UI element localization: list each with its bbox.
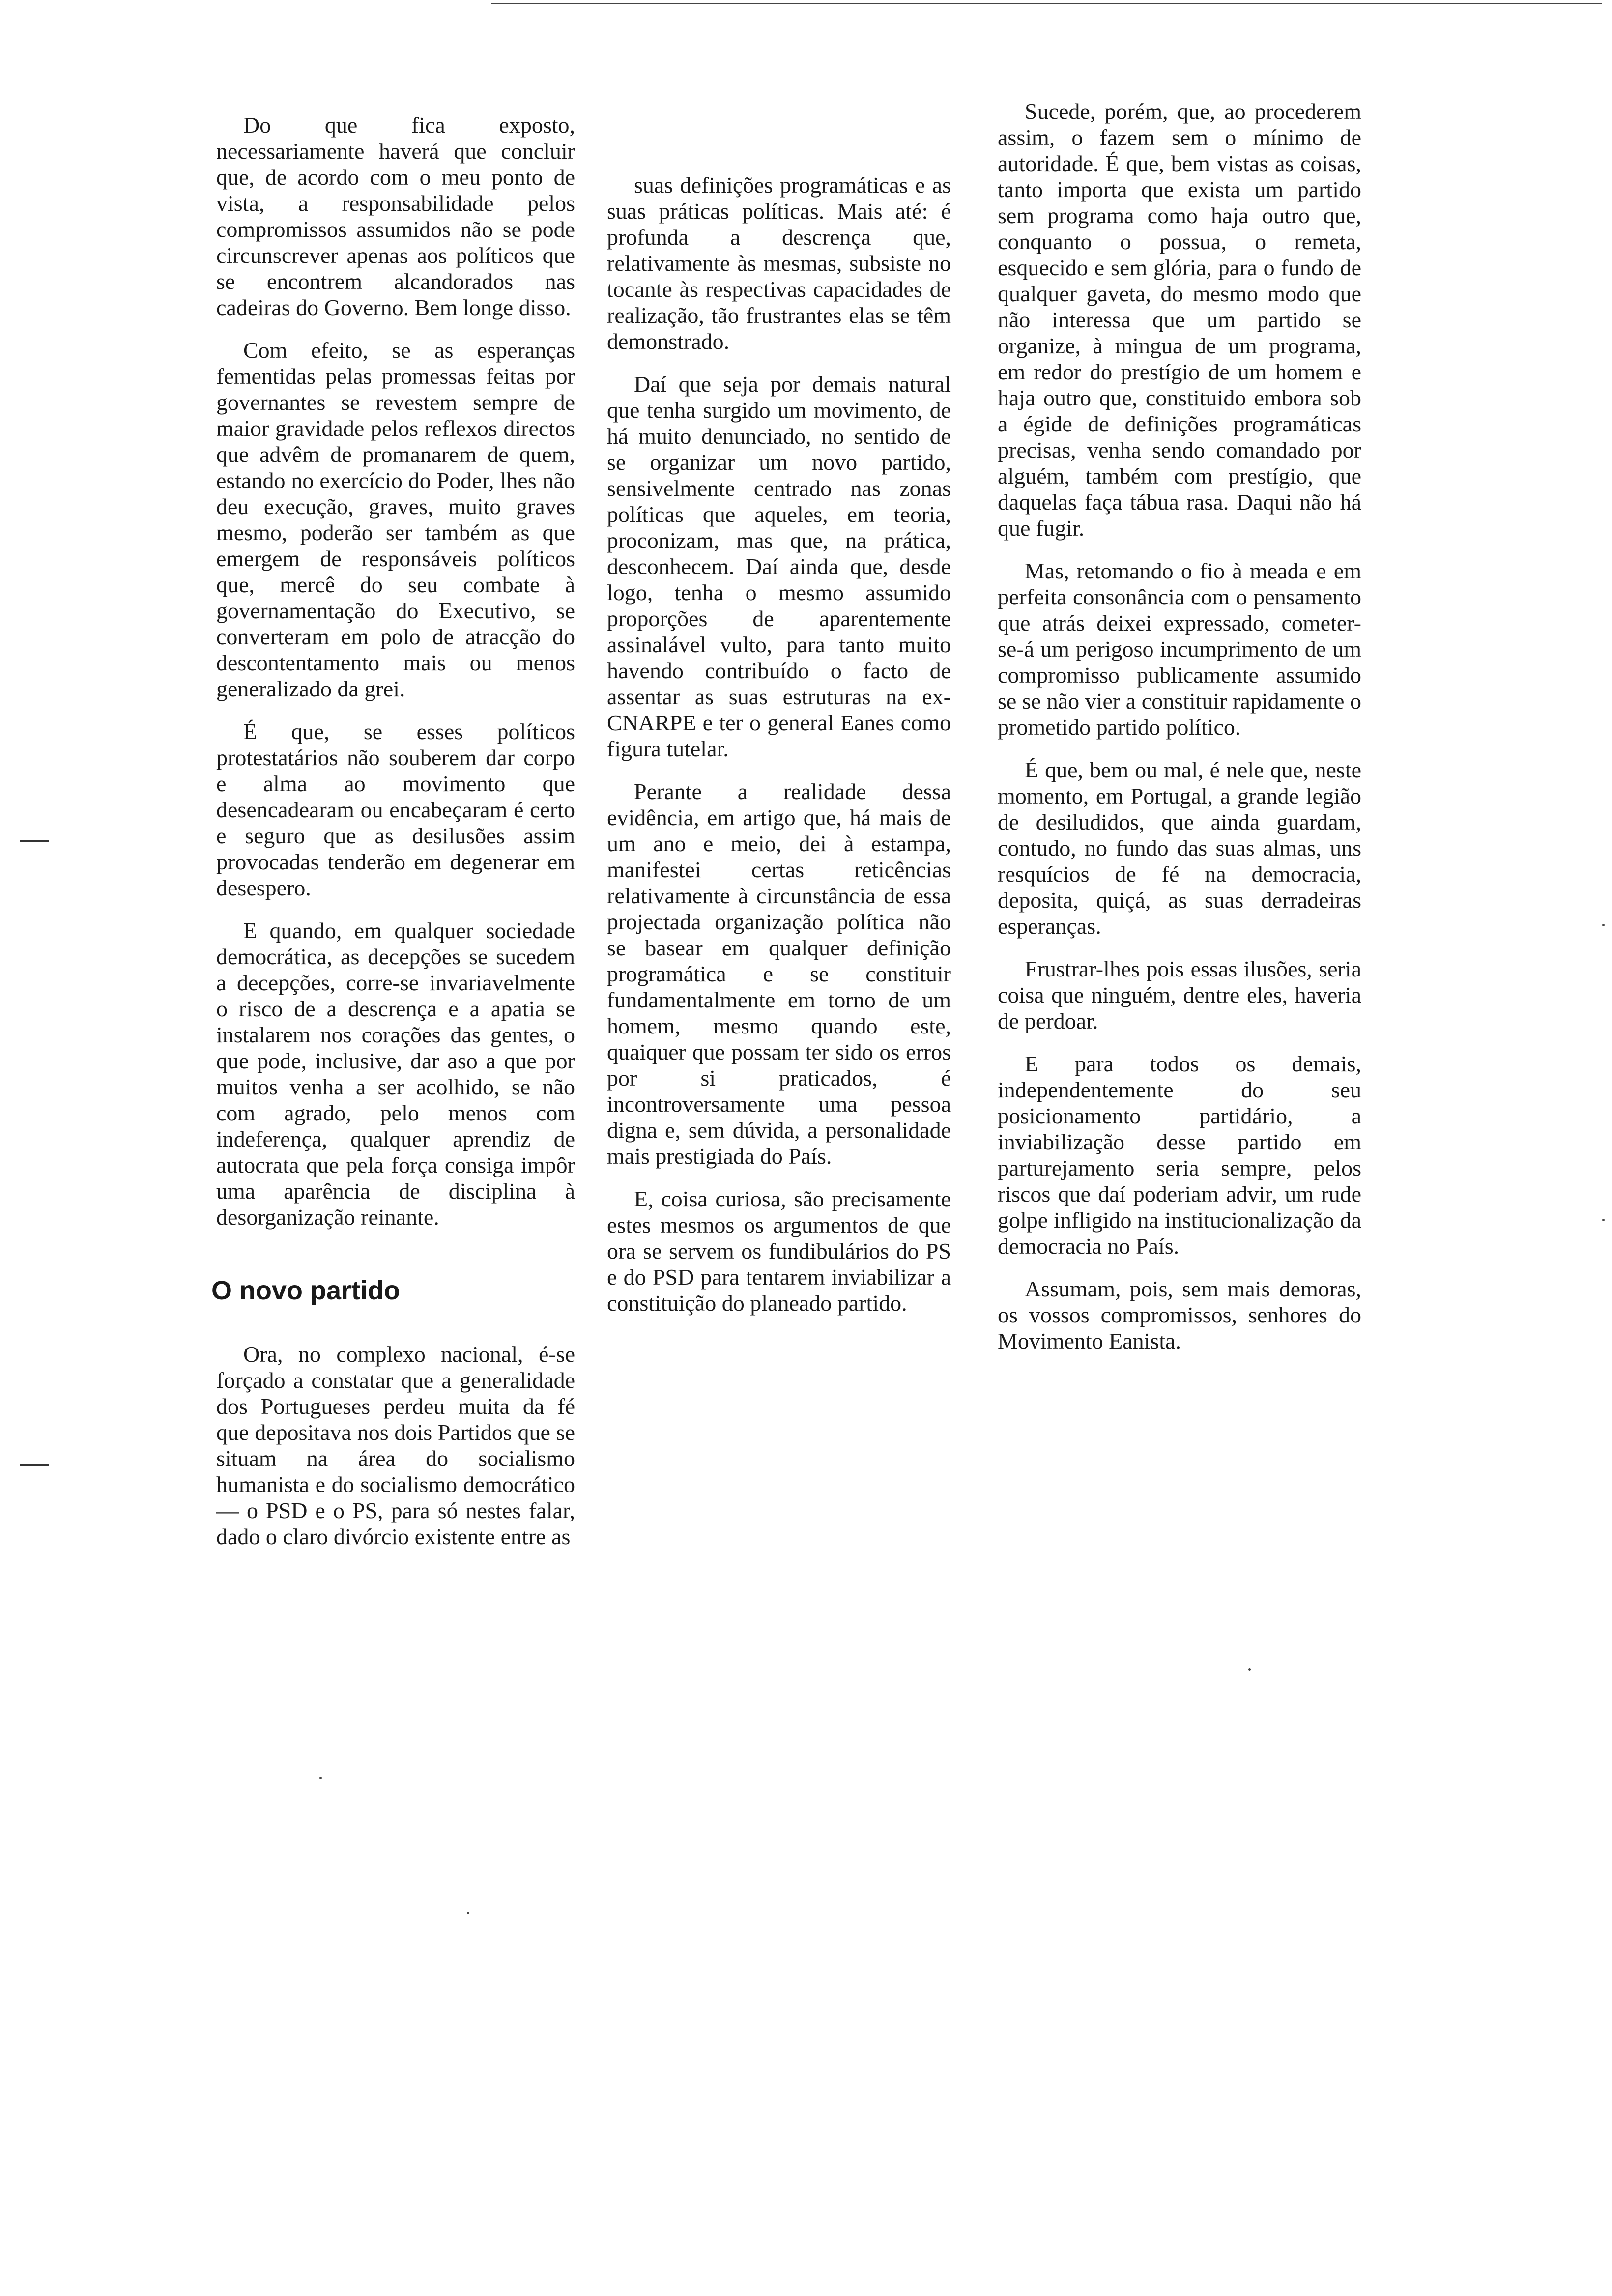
- paragraph: Daí que seja por demais natural que tenha surgido um movimento, de há muito denunciado, no sentido de se organizar um novo partido, sensivelmente centrado nas zonas políticas que aqueles, em teoria, proconizam, mas que, na prática, desconhecem. Daí ainda que, desde logo, tenha o mesmo assumido proporções de aparentemente assinalável vulto, para tanto muito havendo contribuído o facto de assentar as suas estruturas na ex-CNARPE e ter o general Eanes como figura tutelar.: [607, 372, 951, 761]
- paragraph: É que, bem ou mal, é nele que, neste momento, em Portugal, a grande legião de desiludidos, que ainda guardam, contudo, no fundo das suas almas, uns resquícios de fé na democracia, deposita, quiçá, as suas derradeiras esperanças.: [998, 757, 1361, 939]
- paragraph: Do que fica exposto, necessariamente haverá que concluir que, de acordo com o meu ponto de vista, a responsabilidade pelos compromissos assumidos não se pode circunscrever apenas aos políticos que se encontrem alcandorados nas cadeiras do Governo. Bem longe disso.: [216, 113, 575, 320]
- column-3: [998, 98, 1361, 1371]
- margin-mark: [20, 840, 49, 842]
- scan-top-rule: [491, 3, 1602, 4]
- column-2: [607, 172, 951, 1333]
- paragraph: Assumam, pois, sem mais demoras, os vossos compromissos, senhores do Movimento Eanista.: [998, 1276, 1361, 1353]
- paragraph: Ora, no complexo nacional, é-se forçado a constatar que a generalidade dos Portugueses perdeu muita da fé que depositava nos dois Partidos que se situam na área do socialismo humanista e do socialismo democrático — o PSD e o PS, para só nestes falar, dado o claro divórcio existente entre as: [216, 1342, 575, 1549]
- paragraph: E, coisa curiosa, são precisamente estes mesmos os argumentos de que ora se servem os fundibulários do PS e do PSD para tentarem inviabilizar a constituição do planeado partido.: [607, 1186, 951, 1316]
- scan-speck: [1248, 1668, 1251, 1671]
- scan-speck: [319, 1777, 322, 1779]
- section-heading: O novo partido: [211, 1276, 400, 1305]
- paragraph: E para todos os demais, independentemente do seu posicionamento partidário, a inviabilização desse partido em parturejamento seria sempre, pelos riscos que daí poderiam advir, um rude golpe infligido na institucionalização da democracia no País.: [998, 1051, 1361, 1259]
- paragraph: Com efeito, se as esperanças fementidas pelas promessas feitas por governantes se revestem sempre de maior gravidade pelos reflexos directos que advêm de promanarem de quem, estando no exercício do Poder, lhes não deu execução, graves, muito graves mesmo, poderão ser também as que emergem de responsáveis políticos que, mercê do seu combate à governamentação do Executivo, se converteram em polo de atracção do descontentamento mais ou menos generalizado da grei.: [216, 338, 575, 701]
- scan-speck: [467, 1912, 469, 1914]
- paragraph: suas definições programáticas e as suas práticas políticas. Mais até: é profunda a descrença que, relativamente às mesmas, subsiste no tocante às respectivas capacidades de realização, tão frustrantes elas se têm demonstrado.: [607, 172, 951, 354]
- scan-speck: [1602, 924, 1605, 926]
- margin-mark: [20, 1464, 49, 1466]
- column-1: [211, 112, 575, 1566]
- paragraph: Perante a realidade dessa evidência, em artigo que, há mais de um ano e meio, dei à estampa, manifestei certas reticências relativamente à circunstância de essa projectada organização política não se basear em qualquer definição programática e se constituir fundamentalmente em torno de um homem, mesmo quando este, quaiquer que possam ter sido os erros por si praticados, é incontroversamente uma pessoa digna e, sem dúvida, a personalidade mais prestigiada do País.: [607, 779, 951, 1169]
- paragraph: Frustrar-lhes pois essas ilusões, seria coisa que ninguém, dentre eles, haveria de perdoar.: [998, 956, 1361, 1033]
- paragraph: Sucede, porém, que, ao procederem assim, o fazem sem o mínimo de autoridade. É que, bem vistas as coisas, tanto importa que exista um partido sem programa como haja outro que, conquanto o possua, o remeta, esquecido e sem glória, para o fundo de qualquer gaveta, do mesmo modo que não interessa que um partido se organize, à mingua de um programa, em redor do prestígio de um homem e haja outro que, constituido embora sob a égide de definições programáticas precisas, venha sendo comandado por alguém, também com prestígio, que daquelas faça tábua rasa. Daqui não há que fugir.: [998, 99, 1361, 541]
- paragraph: Mas, retomando o fio à meada e em perfeita consonância com o pensamento que atrás deixei expressado, cometer-se-á um perigoso incumprimento de um compromisso publicamente assumido se se não vier a constituir rapidamente o prometido partido político.: [998, 558, 1361, 740]
- scan-speck: [1602, 1219, 1605, 1221]
- paragraph: É que, se esses políticos protestatários não souberem dar corpo e alma ao movimento que desencadearam ou encabeçaram é certo e seguro que as desilusões assim provocadas tenderão em degenerar em desespero.: [216, 719, 575, 900]
- paragraph: E quando, em qualquer sociedade democrática, as decepções se sucedem a decepções, corre-se invariavelmente o risco de a descrença e a apatia se instalarem nos corações das gentes, o que pode, inclusive, dar aso a que por muitos venha a ser acolhido, se não com agrado, pelo menos com indeferença, qualquer aprendiz de autocrata que pela força consiga impôr uma aparência de disciplina à desorganização reinante.: [216, 918, 575, 1230]
